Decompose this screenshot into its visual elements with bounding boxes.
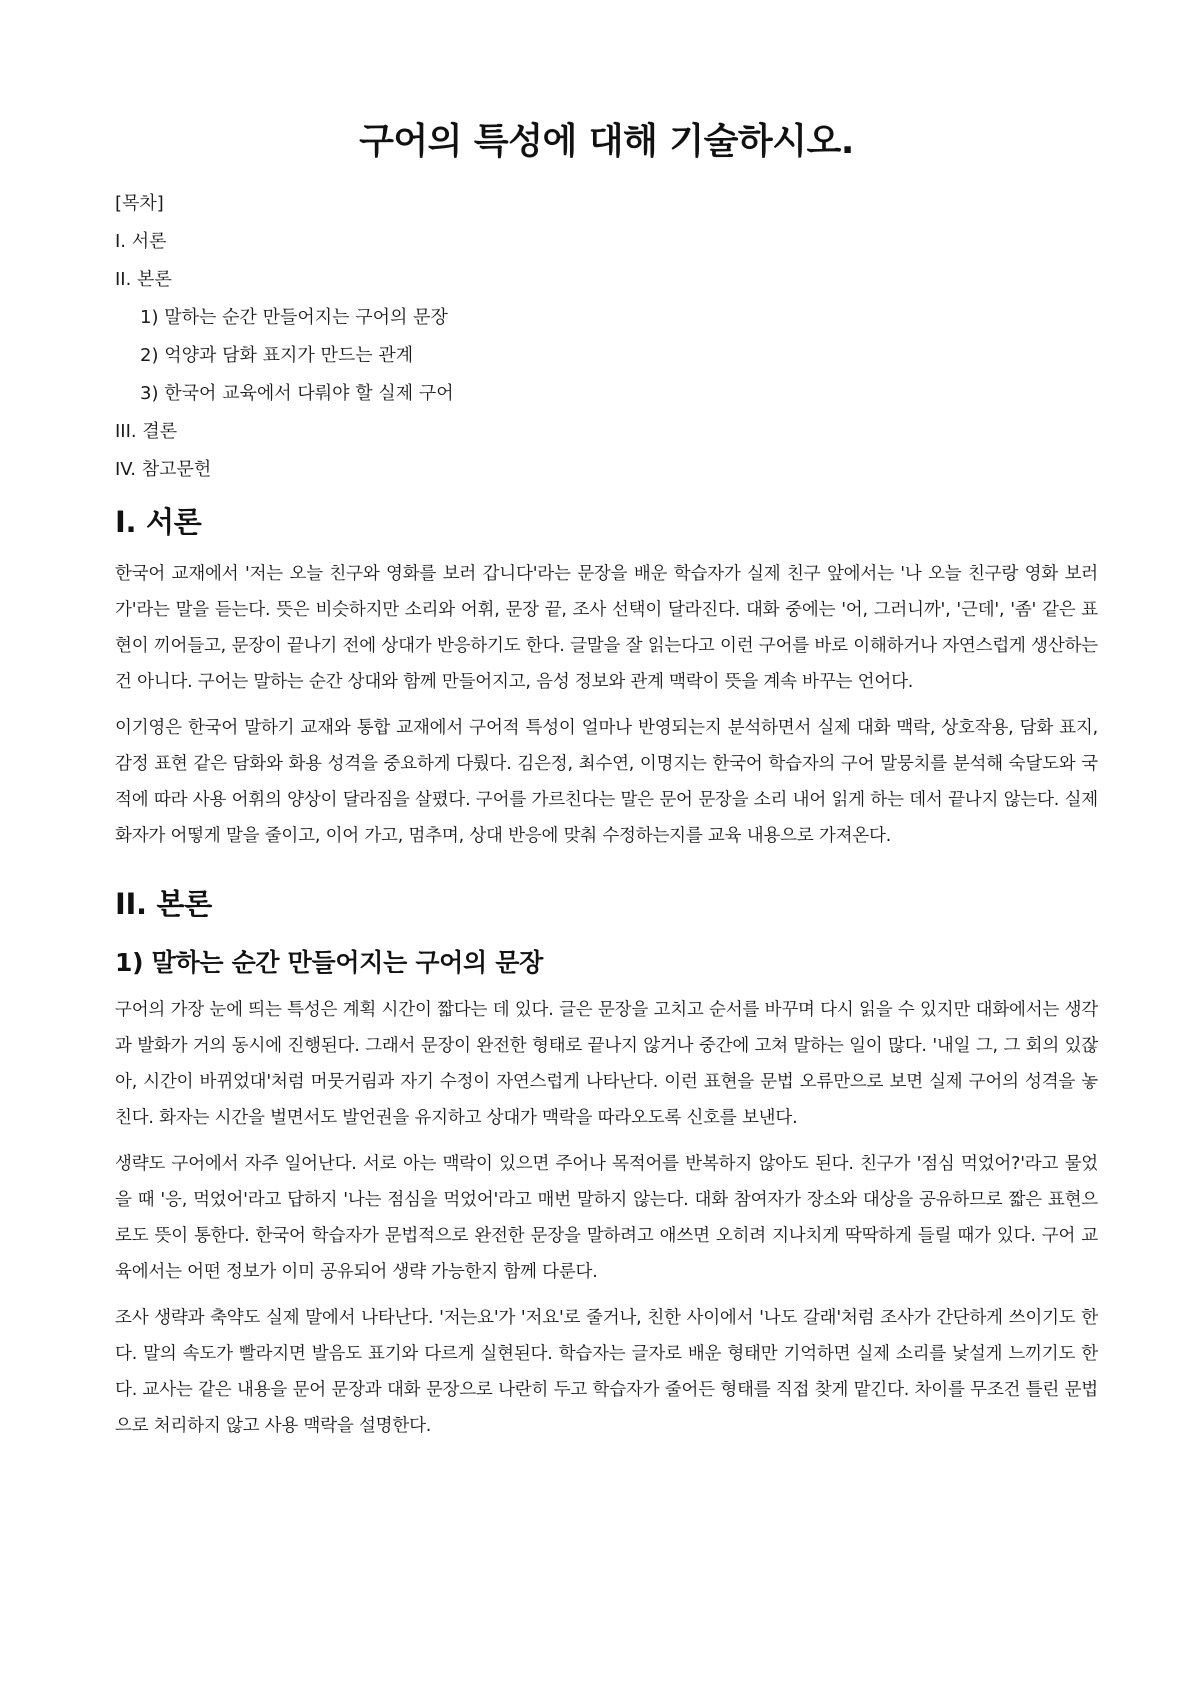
body-paragraph: 조사 생략과 축약도 실제 말에서 나타난다. '저는요'가 '저요'로 줄거나, 친한 사이에서 '나도 갈래'처럼 조사가 간단하게 쓰이기도 한다. 말의 속도가 빨라지면 발음도 표기와 다르게 실현된다. 학습자는 글자로 배운 형태만 기억하면 실제 소리를 낯설게 느끼기도 한다. 교사는 같은 내용을 문어 문장과 대화 문장으로 나란히 두고 학습자가 줄어든 형태를 직접 찾게 맡긴다. 차이를 무조건 틀린 문법으로 처리하지 않고 사용 맥락을 설명한다. <box>115 1308 1098 1436</box>
intro-paragraph: 이기영은 한국어 말하기 교재와 통합 교재에서 구어적 특성이 얼마나 반영되는지 분석하면서 실제 대화 맥락, 상호작용, 담화 표지, 감정 표현 같은 담화와 화용 성격을 중요하게 다뤘다. 김은정, 최수연, 이명지는 한국어 학습자의 구어 말뭉치를 분석해 숙달도와 국적에 따라 사용 어휘의 양상이 달라짐을 살폈다. 구어를 가르친다는 말은 문어 문장을 소리 내어 읽게 하는 데서 끝나지 않는다. 실제 화자가 어떻게 말을 줄이고, 이어 가고, 멈추며, 상대 반응에 맞춰 수정하는지를 교육 내용으로 가져온다. <box>115 718 1098 846</box>
toc-item-conclusion: III. 결론 <box>115 421 178 442</box>
toc-item-intro: I. 서론 <box>115 231 167 252</box>
toc-item-body-2: 2) 억양과 담화 표지가 만드는 관계 <box>140 345 414 366</box>
body-paragraph: 생략도 구어에서 자주 일어난다. 서로 아는 맥락이 있으면 주어나 목적어를 반복하지 않아도 된다. 친구가 '점심 먹었어?'라고 물었을 때 '응, 먹었어'라고 답하지 '나는 점심을 먹었어'라고 매번 말하지 않는다. 대화 참여자가 장소와 대상을 공유하므로 짧은 표현으로도 뜻이 통한다. 한국어 학습자가 문법적으로 완전한 문장을 말하려고 애쓰면 오히려 지나치게 딱딱하게 들릴 때가 있다. 구어 교육에서는 어떤 정보가 이미 공유되어 생략 가능한지 함께 다룬다. <box>115 1154 1098 1282</box>
toc-item-body-3: 3) 한국어 교육에서 다뤄야 할 실제 구어 <box>140 383 454 404</box>
document-title: 구어의 특성에 대해 기술하시오. <box>359 121 854 162</box>
toc-heading: [목차] <box>115 193 164 214</box>
toc-item-references: IV. 참고문헌 <box>115 459 212 480</box>
subsection-heading: 1) 말하는 순간 만들어지는 구어의 문장 <box>115 948 543 977</box>
body-section <box>115 884 1098 1444</box>
body-heading: II. 본론 <box>115 887 212 921</box>
intro-section <box>115 502 1098 854</box>
table-of-contents <box>115 192 1098 482</box>
toc-item-body-1: 1) 말하는 순간 만들어지는 구어의 문장 <box>140 307 448 328</box>
toc-item-body: II. 본론 <box>115 269 172 290</box>
body-paragraph: 구어의 가장 눈에 띄는 특성은 계획 시간이 짧다는 데 있다. 글은 문장을 고치고 순서를 바꾸며 다시 읽을 수 있지만 대화에서는 생각과 발화가 거의 동시에 진행된다. 그래서 문장이 완전한 형태로 끝나지 않거나 중간에 고쳐 말하는 일이 많다. '내일 그, 그 회의 있잖아, 시간이 바뀌었대'처럼 머뭇거림과 자기 수정이 자연스럽게 나타난다. 이런 표현을 문법 오류만으로 보면 실제 구어의 성격을 놓친다. 화자는 시간을 벌면서도 발언권을 유지하고 상대가 맥락을 따라오도록 신호를 보낸다. <box>115 1000 1098 1128</box>
intro-heading: I. 서론 <box>115 505 202 539</box>
intro-paragraph: 한국어 교재에서 '저는 오늘 친구와 영화를 보러 갑니다'라는 문장을 배운 학습자가 실제 친구 앞에서는 '나 오늘 친구랑 영화 보러 가'라는 말을 듣는다. 뜻은 비슷하지만 소리와 어휘, 문장 끝, 조사 선택이 달라진다. 대화 중에는 '어, 그러니까', '근데', '좀' 같은 표현이 끼어들고, 문장이 끝나기 전에 상대가 반응하기도 한다. 글말을 잘 읽는다고 이런 구어를 바로 이해하거나 자연스럽게 생산하는 건 아니다. 구어는 말하는 순간 상대와 함께 만들어지고, 음성 정보와 관계 맥락이 뜻을 계속 바꾸는 언어다. <box>115 564 1098 692</box>
